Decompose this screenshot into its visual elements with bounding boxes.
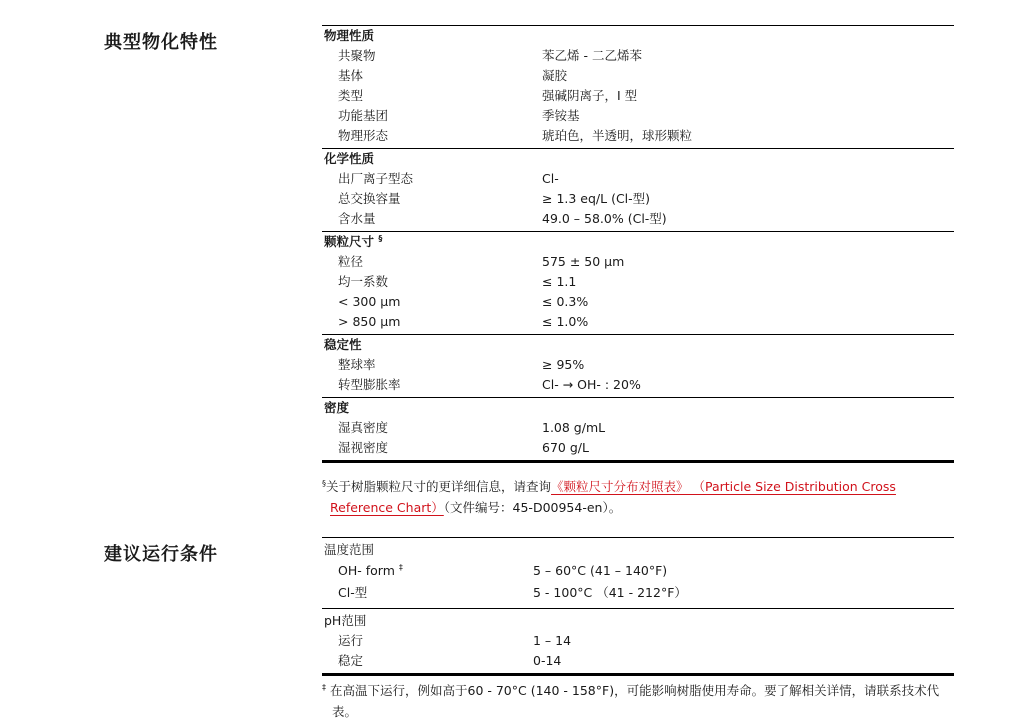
table-rule-bottom <box>322 460 954 463</box>
row-value: 苯乙烯 - 二乙烯苯 <box>542 48 642 63</box>
table-row <box>322 46 954 66</box>
table-row <box>322 126 954 146</box>
row-value: 670 g/L <box>542 440 589 455</box>
table-row <box>322 355 954 375</box>
row-value: Cl- <box>542 171 559 186</box>
table-row <box>322 651 954 671</box>
row-label: 物理形态 <box>338 128 389 143</box>
row-label: 共聚物 <box>338 48 376 63</box>
particle-size-chart-link-cont[interactable]: Reference Chart） <box>330 500 444 515</box>
table-row <box>322 252 954 272</box>
row-label: 总交换容量 <box>338 191 401 206</box>
table-rule-bottom <box>322 673 954 676</box>
table-row <box>322 86 954 106</box>
group-heading-particle-size <box>322 232 954 252</box>
row-value: 0-14 <box>533 653 562 668</box>
row-label-text: OH- form <box>338 563 395 578</box>
row-label: 类型 <box>338 88 364 103</box>
row-value: 强碱阴离子，I 型 <box>542 88 638 103</box>
row-label: Cl-型 <box>338 585 368 600</box>
table-rule <box>322 608 954 609</box>
row-value: 49.0 – 58.0% (Cl-型) <box>542 211 667 226</box>
row-label: 转型膨胀率 <box>338 377 401 392</box>
row-value: ≥ 1.3 eq/L (Cl-型) <box>542 191 651 206</box>
row-label: 粒径 <box>338 254 364 269</box>
footnote-line <box>322 476 954 497</box>
row-value: 5 - 100°C （41 - 212°F） <box>533 585 687 600</box>
row-value: ≥ 95% <box>542 357 585 372</box>
row-value: 5 – 60°C (41 – 140°F) <box>533 563 668 578</box>
footnote-mark: ‡ <box>398 562 403 572</box>
row-label: 湿视密度 <box>338 440 389 455</box>
table-row <box>322 169 954 189</box>
row-label: 均一系数 <box>338 274 389 289</box>
table-row <box>322 631 954 651</box>
table-row <box>322 209 954 229</box>
group-heading-physical: 物理性质 <box>324 28 375 43</box>
row-value: 1.08 g/mL <box>542 420 606 435</box>
table-row <box>322 560 954 582</box>
table-row <box>322 272 954 292</box>
group-heading-label: 颗粒尺寸 <box>324 234 375 249</box>
row-label: > 850 µm <box>338 314 401 329</box>
footnote-text: 关于树脂颗粒尺寸的更详细信息，请查询 <box>326 479 552 494</box>
properties-table <box>322 25 954 463</box>
table-rule <box>322 537 954 538</box>
table-row <box>322 375 954 395</box>
row-value: 1 – 14 <box>533 633 572 648</box>
footnote-line <box>322 701 962 722</box>
row-label: 含水量 <box>338 211 376 226</box>
row-label: 湿真密度 <box>338 420 389 435</box>
row-label: 运行 <box>338 633 364 648</box>
section-title-operating: 建议运行条件 <box>104 544 218 565</box>
row-value: ≤ 1.1 <box>542 274 577 289</box>
table-row <box>322 292 954 312</box>
row-label <box>338 560 403 582</box>
group-heading-stability: 稳定性 <box>324 337 362 352</box>
table-row <box>322 189 954 209</box>
table-row <box>322 106 954 126</box>
row-value: 琥珀色，半透明，球形颗粒 <box>542 128 693 143</box>
footnote-text: 在高温下运行，例如高于60 - 70°C (140 - 158°F)，可能影响树脂使用寿命。要了解相关详情，请联系技术代 <box>329 683 940 698</box>
row-value: 季铵基 <box>542 108 580 123</box>
footnote-line <box>322 680 962 701</box>
footnote-particle-size <box>322 476 954 518</box>
footnote-line <box>322 497 954 518</box>
footnote-text: （文件编号：45-D00954-en）。 <box>443 500 622 515</box>
row-value: Cl- → OH- : 20% <box>542 377 641 392</box>
group-heading-temperature: 温度范围 <box>324 542 375 557</box>
table-row <box>322 418 954 438</box>
row-label: < 300 µm <box>338 294 401 309</box>
row-value: 凝胶 <box>542 68 568 83</box>
table-row <box>322 66 954 86</box>
group-heading-chemical: 化学性质 <box>324 151 375 166</box>
table-row <box>322 312 954 332</box>
section-title-properties: 典型物化特性 <box>104 32 218 53</box>
footnote-mark: § <box>378 233 383 243</box>
row-label: 功能基团 <box>338 108 389 123</box>
row-value: ≤ 1.0% <box>542 314 589 329</box>
particle-size-chart-link[interactable]: 《颗粒尺寸分布对照表》 （Particle Size Distribution Cross <box>551 479 896 494</box>
row-value: 575 ± 50 µm <box>542 254 625 269</box>
table-row <box>322 582 954 604</box>
row-value: ≤ 0.3% <box>542 294 589 309</box>
row-label: 稳定 <box>338 653 364 668</box>
table-row <box>322 438 954 458</box>
group-heading-ph: pH范围 <box>324 613 367 628</box>
footnote-mark: ‡ <box>322 682 326 692</box>
group-heading-density: 密度 <box>324 400 350 415</box>
row-label: 整球率 <box>338 357 376 372</box>
footnote-mark: § <box>322 478 326 488</box>
row-label: 基体 <box>338 68 364 83</box>
footnote-temperature <box>322 680 962 722</box>
operating-table <box>322 537 954 676</box>
footnote-text: 表。 <box>332 704 358 719</box>
row-label: 出厂离子型态 <box>338 171 414 186</box>
